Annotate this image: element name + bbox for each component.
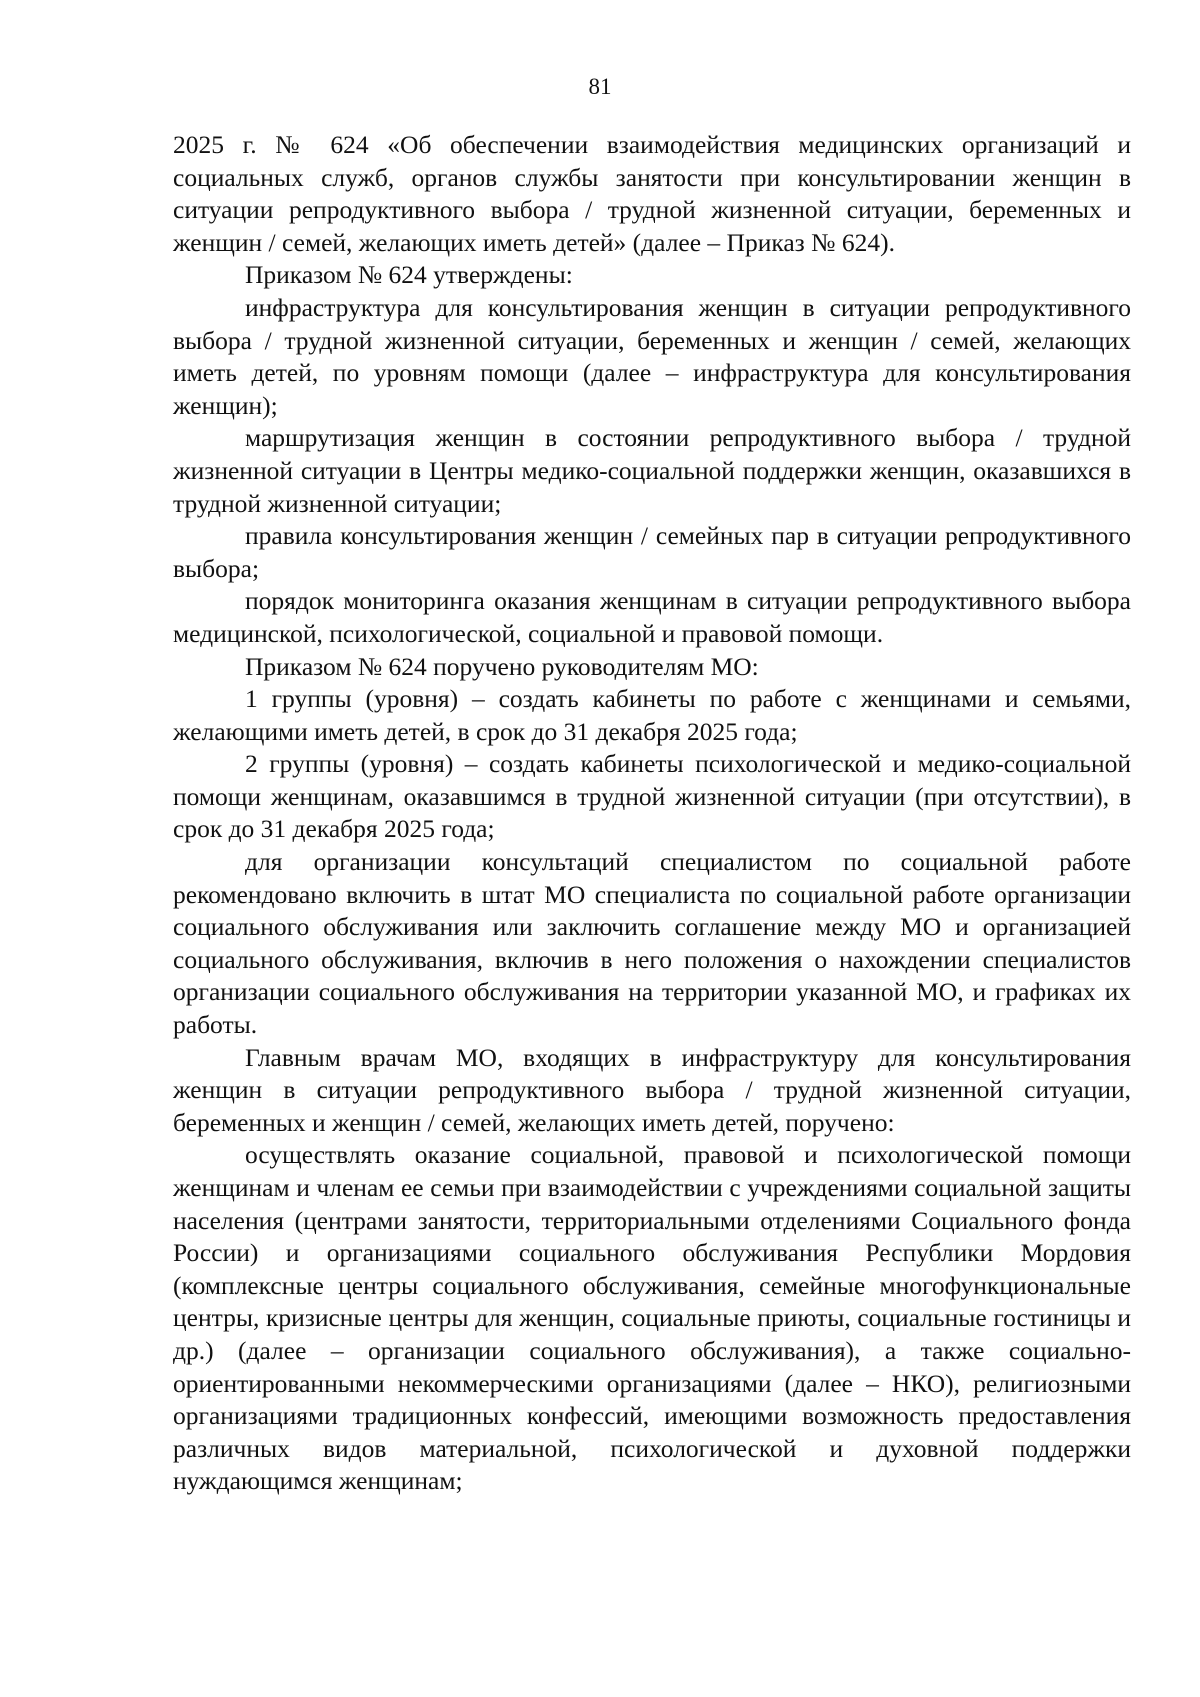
paragraph-infrastructure: инфраструктура для консультирования женщин в ситуации репродуктивного выбора / трудной жизненной ситуации, беременных и женщин / семей, желающих иметь детей, по уровням помощи (далее – инфраструктура для консультирования женщин); [173, 292, 1131, 420]
paragraph-assigned-intro: Приказом № 624 поручено руководителям МО: [245, 651, 759, 681]
paragraph-social-worker: для организации консультаций специалистом по социальной работе рекомендовано включить в штат МО специалиста по социальной работе организации социального обслуживания или заключить соглашение между МО и организацией социального обслуживания, включив в него положения о нахождении специалистов организации социального обслуживания на территории указанной МО, и графиках их работы. [173, 847, 1131, 1040]
paragraph-monitoring-procedure: порядок мониторинга оказания женщинам в ситуации репродуктивного выбора медицинской, психологической, социальной и правовой помощи. [173, 586, 1131, 648]
paragraph-routing: маршрутизация женщин в состоянии репродуктивного выбора / трудной жизненной ситуации в Центры медико-социальной поддержки женщин, оказавшихся в трудной жизненной ситуации; [173, 423, 1131, 518]
paragraph-chief-physicians: Главным врачам МО, входящих в инфраструктуру для консультирования женщин в ситуации репродуктивного выбора / трудной жизненной ситуации, беременных и женщин / семей, желающих иметь детей, поручено: [173, 1042, 1131, 1137]
page-number: 81 [588, 74, 612, 99]
paragraph-group-1: 1 группы (уровня) – создать кабинеты по работе с женщинами и семьями, желающими иметь детей, в срок до 31 декабря 2025 года; [173, 684, 1131, 746]
paragraph-group-2: 2 группы (уровня) – создать кабинеты психологической и медико-социальной помощи женщинам, оказавшимся в трудной жизненной ситуации (при отсутствии), в срок до 31 декабря 2025 года; [173, 749, 1131, 844]
document-body [173, 129, 1131, 1498]
paragraph-social-assistance: осуществлять оказание социальной, правовой и психологической помощи женщинам и членам ее семьи при взаимодействии с учреждениями социальной защиты населения (центрами занятости, территориальными отделениями Социального фонда России) и организациями социального обслуживания Республики Мордовия (комплексные центры социального обслуживания, семейные многофункциональные центры, кризисные центры для женщин, социальные приюты, социальные гостиницы и др.) (далее – организации социального обслуживания), а также социально-ориентированными некоммерческими организациями (далее – НКО), религиозными организациями традиционных конфессий, имеющими возможность предоставления различных видов материальной, психологической и духовной поддержки нуждающимся женщинам; [173, 1140, 1131, 1496]
paragraph-approved-intro: Приказом № 624 утверждены: [245, 260, 573, 290]
paragraph-order-reference: 2025 г. № 624 «Об обеспечении взаимодействия медицинских организаций и социальных служб, органов службы занятости при консультировании женщин в ситуации репродуктивного выбора / трудной жизненной ситуации, беременных и женщин / семей, желающих иметь детей» (далее – Приказ № 624). [173, 130, 1131, 257]
paragraph-consulting-rules: правила консультирования женщин / семейных пар в ситуации репродуктивного выбора; [173, 521, 1131, 583]
